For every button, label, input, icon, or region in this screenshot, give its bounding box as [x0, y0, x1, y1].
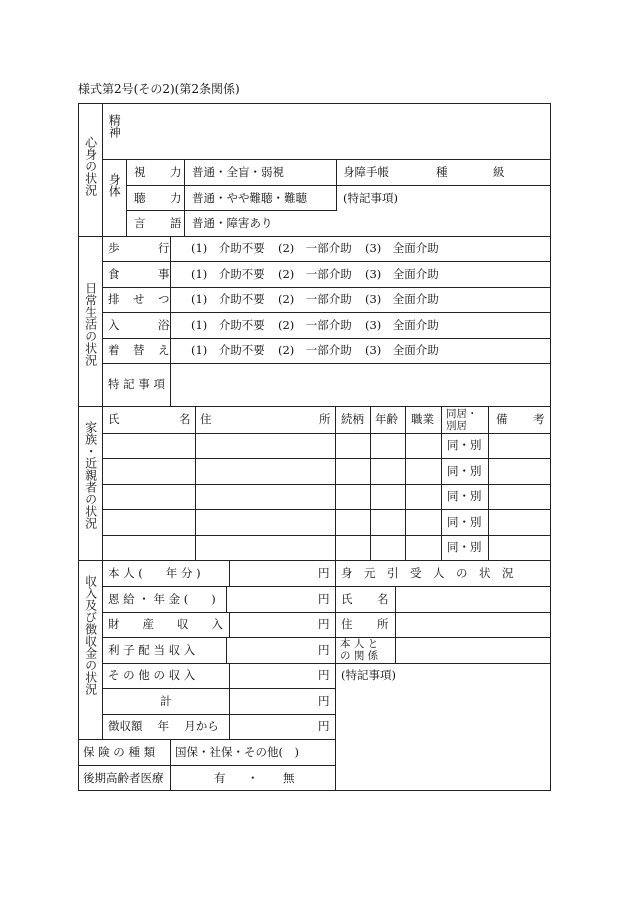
eating-option-1: (1) 介助不要: [191, 267, 265, 281]
income-pension-yen: 円: [318, 592, 330, 606]
mind-body-special-note: (特記事項): [343, 191, 398, 205]
guarantor-relation-label-2: の 関 係: [340, 650, 379, 662]
family-header-remarks-a: 備: [496, 412, 508, 426]
excretion-option-2: (2) 一部介助: [278, 292, 352, 306]
family-row-4-cohabit: 同・別: [447, 515, 482, 529]
speech-label-b: 語: [170, 216, 182, 230]
excretion-label-c: つ: [158, 292, 170, 306]
walking-label-a: 歩: [108, 241, 120, 255]
eating-option-3: (3) 全面介助: [365, 267, 439, 281]
hearing-options: 普通・やや難聴・難聴: [192, 191, 307, 205]
family-header-address-a: 住: [200, 412, 212, 426]
excretion-option-1: (1) 介助不要: [191, 292, 265, 306]
dressing-label-a: 着: [108, 343, 120, 357]
family-row-2-cohabit: 同・別: [447, 464, 482, 478]
income-other-label: そ の 他 の 収 入: [108, 668, 196, 682]
family-header-relation: 続柄: [341, 412, 364, 426]
elderly-care-yes: 有: [214, 771, 226, 785]
income-property-yen: 円: [318, 617, 330, 631]
family-row-3-cohabit: 同・別: [447, 489, 482, 503]
elderly-care-label: 後期高齢者医療: [83, 771, 164, 785]
form-table: [78, 103, 551, 791]
bathing-option-2: (2) 一部介助: [278, 318, 352, 332]
guarantor-name-label-a: 氏: [341, 592, 353, 606]
income-section-label: 収入及び徴収金の状況: [83, 575, 98, 695]
elderly-care-dot: ・: [247, 771, 259, 785]
family-header-remarks-b: 考: [533, 412, 545, 426]
guarantor-relation-label-1: 本 人 と: [340, 638, 379, 650]
income-self-label: 本 人 ( 年 分 ): [108, 566, 201, 580]
vision-options: 普通・全盲・弱視: [192, 165, 284, 179]
income-other-yen: 円: [318, 668, 330, 682]
vision-label-a: 視: [134, 165, 146, 179]
eating-option-2: (2) 一部介助: [278, 267, 352, 281]
income-property-label: 財 産 収 入: [108, 617, 223, 631]
family-row-5-cohabit: 同・別: [447, 540, 482, 554]
bathing-label-a: 入: [108, 318, 120, 332]
excretion-label-a: 排: [108, 292, 120, 306]
walking-option-1: (1) 介助不要: [191, 241, 265, 255]
daily-special-label: 特 記 事 項: [108, 377, 165, 391]
spirit-label: 精神: [107, 114, 122, 138]
speech-options: 普通・障害あり: [192, 216, 273, 230]
dressing-option-1: (1) 介助不要: [191, 343, 265, 357]
income-collection-yen: 円: [318, 719, 330, 733]
bathing-option-3: (3) 全面介助: [365, 318, 439, 332]
family-header-cohabit-1: 同居・: [446, 408, 478, 420]
speech-label-a: 言: [134, 216, 146, 230]
family-row-1-cohabit: 同・別: [447, 438, 482, 452]
hearing-label-b: 力: [170, 191, 182, 205]
income-special-note: (特記事項): [341, 668, 396, 682]
vision-label-b: 力: [170, 165, 182, 179]
insurance-options: 国保・社保・その他( ): [175, 745, 299, 759]
family-header-name-b: 名: [179, 412, 191, 426]
income-interest-label: 利 子 配 当 収 入: [108, 643, 196, 657]
dressing-option-3: (3) 全面介助: [365, 343, 439, 357]
family-header-age: 年齢: [375, 412, 398, 426]
daily-life-section-label: 日常生活の状況: [83, 282, 98, 366]
family-header-job: 職業: [411, 412, 434, 426]
handbook-kind: 種: [436, 165, 448, 179]
bathing-label-b: 浴: [158, 318, 170, 332]
family-section-label: 家族・近親者の状況: [83, 421, 98, 529]
dressing-option-2: (2) 一部介助: [278, 343, 352, 357]
guarantor-address-label-a: 住: [341, 617, 353, 631]
guarantor-title: 身 元 引 受 人 の 状 況: [341, 566, 514, 580]
guarantor-address-label-b: 所: [377, 617, 389, 631]
walking-option-2: (2) 一部介助: [278, 241, 352, 255]
eating-label-a: 食: [108, 267, 120, 281]
family-header-cohabit-2: 別居: [446, 420, 467, 432]
income-collection-label: 徴収額 年 月から: [108, 719, 219, 733]
body-label: 身体: [107, 173, 122, 197]
insurance-label: 保 険 の 種 類: [83, 745, 156, 759]
family-header-address-b: 所: [319, 412, 331, 426]
income-total-yen: 円: [318, 694, 330, 708]
hearing-label-a: 聴: [134, 191, 146, 205]
income-interest-yen: 円: [318, 643, 330, 657]
excretion-option-3: (3) 全面介助: [365, 292, 439, 306]
handbook-label: 身障手帳: [343, 165, 389, 179]
excretion-label-b: せ: [133, 292, 145, 306]
eating-label-b: 事: [158, 267, 170, 281]
income-total-label: 計: [160, 694, 172, 708]
bathing-option-1: (1) 介助不要: [191, 318, 265, 332]
walking-option-3: (3) 全面介助: [365, 241, 439, 255]
handbook-grade: 級: [493, 165, 505, 179]
family-header-name-a: 氏: [108, 412, 120, 426]
mind-body-section-label: 心身の状況: [83, 136, 98, 196]
guarantor-name-label-b: 名: [377, 592, 389, 606]
dressing-label-b: 替: [133, 343, 145, 357]
dressing-label-c: え: [158, 343, 170, 357]
income-self-yen: 円: [318, 566, 330, 580]
form-title: 様式第2号(その2)(第2条関係): [78, 82, 240, 96]
income-pension-label: 恩 給 ・ 年 金 ( ): [108, 592, 216, 606]
elderly-care-no: 無: [283, 771, 295, 785]
walking-label-b: 行: [158, 241, 170, 255]
